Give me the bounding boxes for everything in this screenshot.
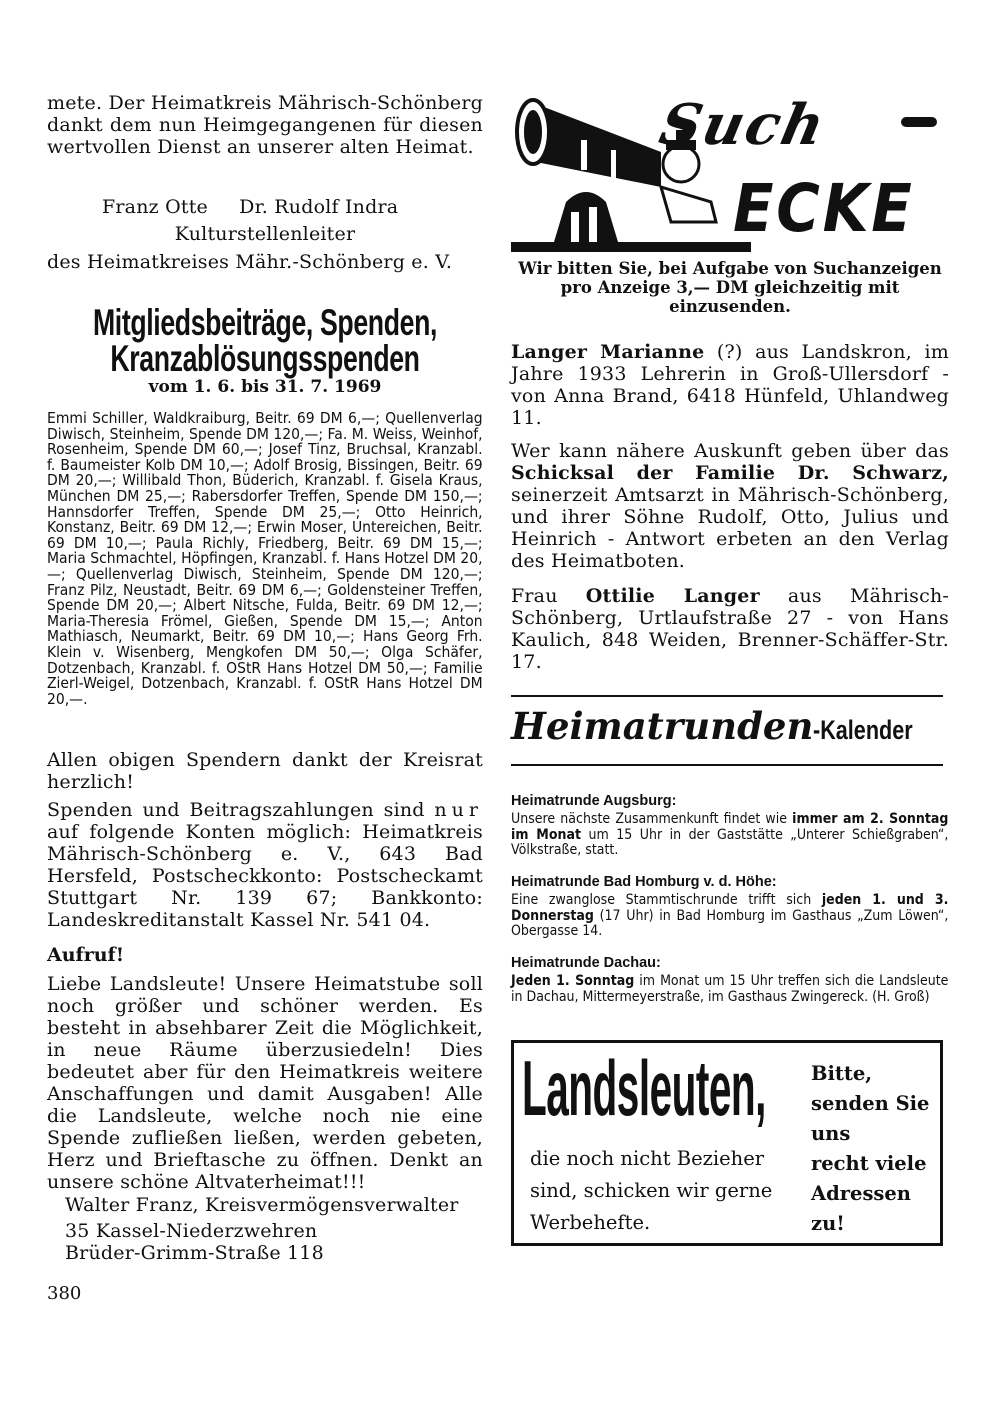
logo-dash [901,117,937,127]
box-right-6: zu! [811,1212,845,1235]
box-right-2: senden Sie [811,1092,930,1115]
search-ad-3-a: Frau [511,585,586,607]
signature2-line2: 35 Kassel-Niederzwehren [65,1220,318,1242]
search-ad-3-c: aus Mährisch-Schönberg, Urtlaufstraße 27 - von Hans Kaulich, 848 Weiden, Brenner-Schäffer-Str. 17. [511,585,949,673]
search-ad-1-text: (?) aus Landskron, im Jahre 1933 Lehrerin in Groß-Ullersdorf - von Anna Brand, 6418 Hünfeld, Uhlandweg 11. [511,341,949,429]
search-ad-2-a: Wer kann nähere Auskunft geben über das [511,440,949,462]
donations-list: Emmi Schiller, Waldkraiburg, Beitr. 69 DM 6,—; Quellenverlag Diwisch, Steinheim, Spende DM 120,—; Fa. M. Weiss, Weinhof, Rosenheim, Spende DM 60,—; Josef Tinz, Bruchsal, Kranzabl. f. Baumeister Kolb DM 10,—; Adolf Brosig, Bissingen, Beitr. 69 DM 20,—; Willibald Thon, Büderich, Kranzabl. f. Gisela Kraus, München DM 25,—; Rabersdorfer Treffen, Spende DM 150,—; Hannsdorfer Treffen, Spende DM 25,—; Otto Heinrich, Konstanz, Beitr. 69 DM 12,—; Erwin Moser, Untereichen, Beitr. 69 DM 10,—; Paula Richly, Friedberg, Beitr. 69 DM 15,—; Maria Schmachtel, Höpfingen, Kranzabl. f. Hans Hotzel DM 20,—; Quellenverlag Diwisch, Steinheim, Spende DM 120,—; Franz Pilz, Neustadt, Beitr. 69 DM 6,—; Goldensteiner Treffen, Spende DM 20,—; Albert Nitsche, Fulda, Beitr. 69 DM 12,—; Maria-Theresia Frömel, Gießen, Spende DM 15,—; Anton Mathiasch, Neumarkt, Beitr. 69 DM 10,—; Hans Georg Frh. Klein v. Wisenberg, Mengkofen DM 50,—; Olga Schäfer, Dotzenbach, Kranzabl. f. OStR Hans Hotzel DM 50,—; Familie Zierl-Weigel, Dotzenbach, Kranzabl. f. OStR Hans Hotzel DM 20,—. [47,409,483,708]
signature2-line1: Walter Franz, Kreisvermögensverwalter [65,1194,459,1216]
page-number: 380 [47,1283,82,1304]
box-line-2: sind, schicken wir gerne [530,1179,773,1202]
accounts-nur: nur [434,799,483,821]
search-ad-1-name: Langer Marianne [511,341,705,363]
runde-dachau-b: Jeden 1. Sonntag [511,973,635,989]
runde-augsburg-text [511,812,948,859]
runde-dachau-c: im Monat um 15 Uhr treffen sich die Landsleute in Dachau, Mittermeyerstraße, im Gasthaus Zwingereck. (H. Groß) [511,973,949,1005]
runde-homburg-text [511,893,948,940]
aufruf-title: Aufruf! [47,944,125,966]
box-gap [799,1043,801,1243]
box-right-1: Bitte, [811,1062,873,1085]
search-ad-2 [511,440,949,572]
runde-homburg-c: (17 Uhr) in Bad Homburg im Gasthaus „Zum Löwen“, Obergasse 14. [511,907,949,939]
accounts-text-a: Spenden und Beitragszahlungen sind [47,799,425,821]
search-ad-3 [511,585,949,673]
signature2-line3: Brüder-Grimm-Straße 118 [65,1242,324,1264]
kalender-bottom-rule [511,764,943,766]
box-right-5: Adressen [811,1182,911,1205]
search-ad-3-b: Ottilie Langer [585,585,760,607]
logo-such-text: Such [653,92,832,158]
box-right-3: uns [811,1122,851,1145]
runde-homburg-a: Eine zwanglose Stammtischrunde trifft sich [511,892,822,908]
box-line-3: Werbehefte. [530,1211,651,1234]
kalender-top-rule [511,695,943,697]
accounts-text-b: auf folgende Konten möglich: Heimatkreis Mährisch-Schönberg e. V., 643 Bad Hersfeld, Postscheckkonto: Postscheckamt Stuttgart Nr. 139 67; Bankkonto: Landeskreditanstalt Kassel Nr. 541 04. [47,821,483,931]
runde-augsburg-a: Unsere nächste Zusammenkunft findet wie [511,811,793,827]
runde-dachau-title: Heimatrunde Dachau: [511,955,661,971]
runde-augsburg-c: um 15 Uhr in der Gaststätte „Unterer Schießgraben“, Völkstraße, statt. [511,826,949,858]
such-ecke-logo [511,92,949,252]
search-ad-2-c: seinerzeit Amtsarzt in Mährisch-Schönberg, und ihrer Söhne Rudolf, Otto, Julius und Heinrich - Antwort erbeten an den Verlag des Heimatboten. [511,484,949,572]
box-line-1: die noch nicht Bezieher [530,1147,765,1170]
landsleuten-box [511,1040,943,1246]
intro-paragraph: mete. Der Heimatkreis Mährisch-Schönberg dankt dem nun Heimgegangenen für diesen wertvollen Dienst an unserer alten Heimat. [47,92,483,158]
donations-heading-line1: Mitgliedsbeiträge, Spenden, [92,302,438,343]
runde-homburg-b: jeden 1. und 3. Donnerstag [511,892,949,924]
search-notice: Wir bitten Sie, bei Aufgabe von Suchanzeigen pro Anzeige 3,— DM gleichzeitig mit einzusenden. [518,259,942,316]
kalender-heading-script: Heimatrunden [511,704,814,748]
signature-org: des Heimatkreises Mähr.-Schönberg e. V. [47,251,453,273]
signature-role: Kulturstellenleiter [174,223,356,245]
runde-homburg-title: Heimatrunde Bad Homburg v. d. Höhe: [511,874,777,890]
search-ad-1 [511,341,949,429]
kalender-heading-rest: -Kalender [813,715,914,745]
aufruf-paragraph: Liebe Landsleute! Unsere Heimatstube soll noch größer und schöner werden. Es besteht in absehbarer Zeit die Möglichkeit, in neue Räume überzusiedeln! Dies bedeutet aber für den Heimatkreis weitere Anschaffungen und damit Ausgaben! Alle die Landsleute, welche noch nie eine Spende zufließen ließen, werden gebeten, Herz und Brieftasche zu öffnen. Denkt an unsere schöne Altvaterheimat!!! [47,973,483,1193]
runde-dachau-text [511,974,948,1005]
donations-heading [79,302,451,379]
kalender-heading [511,704,949,748]
thanks-paragraph: Allen obigen Spendern dankt der Kreisrat herzlich! [47,749,483,793]
logo-ecke-text: ECKE [733,170,915,247]
box-right-4: recht viele [811,1152,927,1175]
runde-augsburg-title: Heimatrunde Augsburg: [511,793,677,809]
donations-period: vom 1. 6. bis 31. 7. 1969 [148,377,382,397]
runde-augsburg-b: immer am 2. Sonntag im Monat [511,811,949,843]
donations-heading-line2: Kranzablösungsspenden [110,338,420,379]
signature-names: Franz Otte Dr. Rudolf Indra [102,196,399,218]
box-headline: Landsleuten, [522,1044,766,1132]
search-ad-2-b: Schicksal der Familie Dr. Schwarz, [511,462,949,484]
accounts-paragraph [47,799,483,931]
